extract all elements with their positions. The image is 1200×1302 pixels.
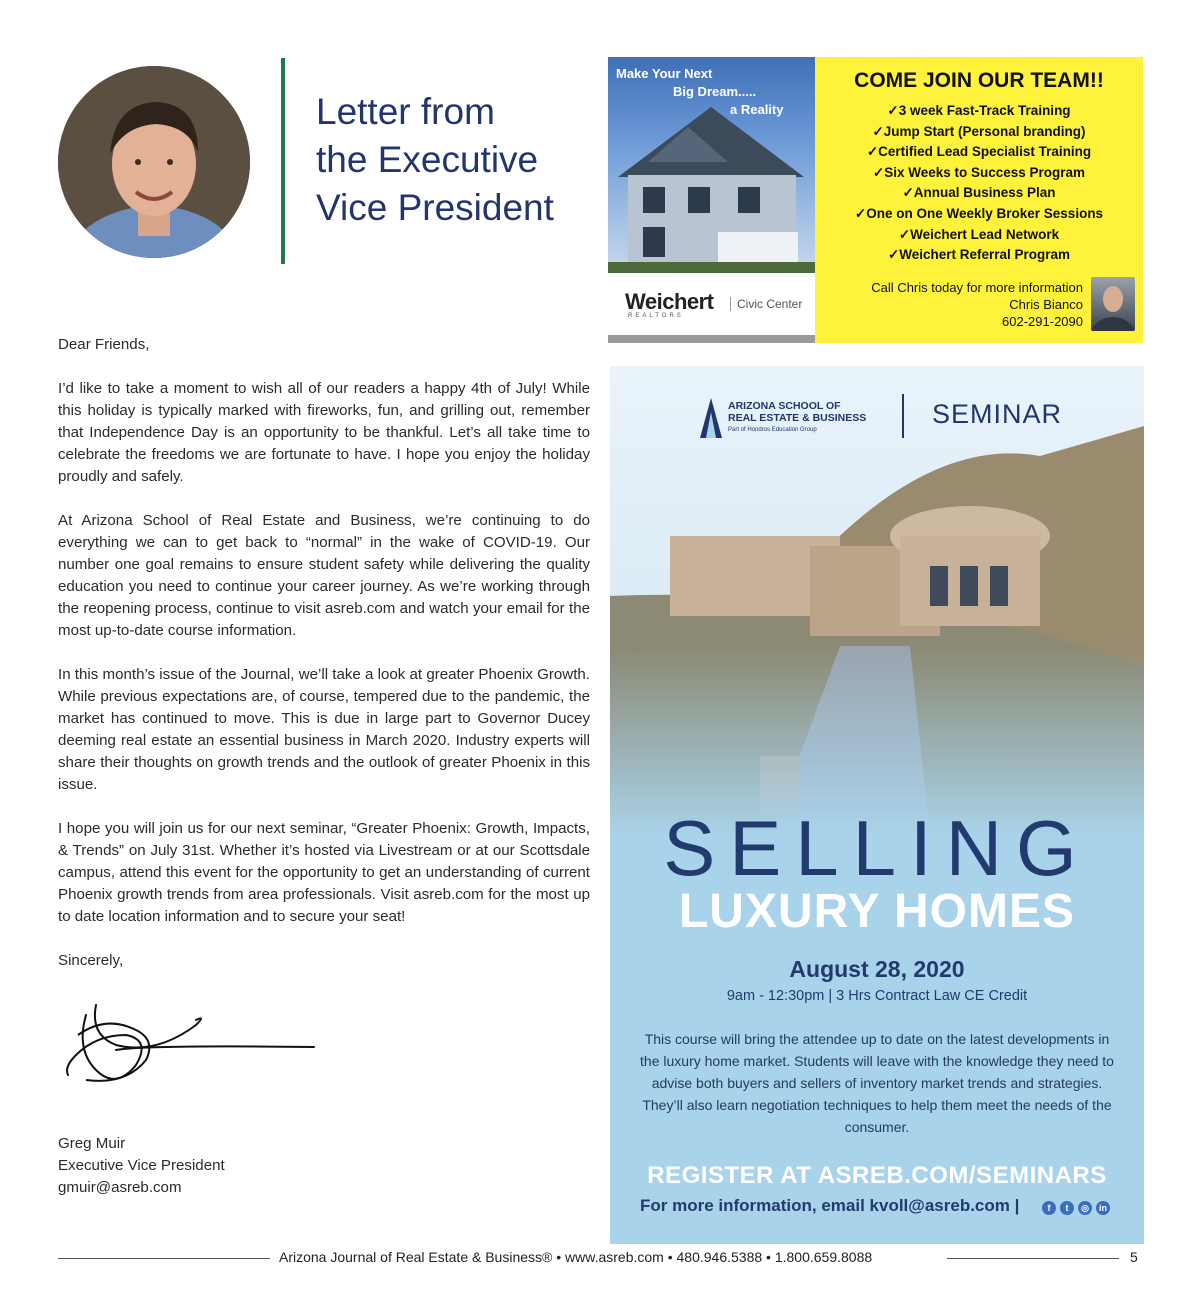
salutation: Dear Friends, [58,336,150,353]
school-name [728,400,928,436]
ad-tagline [616,65,783,119]
letter-title-line: Letter from [316,91,495,132]
house-photo [608,57,815,273]
seminar-label: SEMINAR [932,399,1063,429]
closing: Sincerely, [58,952,124,969]
brand-name: Weichert [625,289,714,314]
letter-body [58,334,590,994]
benefit-item: ✓Jump Start (Personal branding) [872,123,1086,139]
benefit-item: ✓Weichert Lead Network [898,226,1060,242]
ad-contact [825,279,1083,330]
author-name: Greg Muir [58,1135,126,1152]
seminar-date: August 28, 2020 [789,956,965,982]
seminar-description: This course will bring the attendee up to date on the latest developments in the luxury home market. Students will leave with the knowledge they need to advise both buyers and sellers of inventory market trends and strategies. They’ll also learn negotiation techniques to help them meet the needs of the consumer. [640,1031,1114,1135]
twitter-icon[interactable]: t [1060,1201,1074,1215]
title-divider [281,58,285,264]
letter-paragraph: I hope you will join us for our next seminar, “Greater Phoenix: Growth, Impacts, & Trends” on July 31st. Whether it’s hosted via Livestream or at our Scottsdale campus, attend this event for the opportunity to get an understanding of current Phoenix growth trends from area professionals. Visit asreb.com for the most up to date location information and to secure your seat! [58,820,590,925]
contact-name: Chris Bianco [1009,297,1083,312]
luxury-home-photo [610,366,1144,836]
header-divider [902,394,904,438]
social-icons [1042,1199,1114,1217]
letter-title-line: the Executive [316,139,539,180]
instagram-icon[interactable]: ◎ [1078,1201,1092,1215]
benefit-item: ✓Weichert Referral Program [887,247,1071,263]
school-line: ARIZONA SCHOOL OF [728,400,841,412]
info-email[interactable]: For more information, email kvoll@asreb.com | [640,1196,1020,1215]
weichert-logo [608,273,815,335]
benefit-item: ✓One on One Weekly Broker Sessions [854,205,1104,221]
ad-yellow-panel [815,57,1143,343]
tagline-line: a Reality [730,102,784,117]
benefit-item: ✓Certified Lead Specialist Training [866,144,1092,160]
page-number: 5 [1130,1249,1138,1265]
brand-sub: REALTORS [628,313,684,319]
seminar-time: 9am - 12:30pm | 3 Hrs Contract Law CE Credit [726,988,1028,1004]
footer-text: Arizona Journal of Real Estate & Business® • www.asreb.com • 480.946.5388 • 1.800.659.8088 [279,1249,873,1265]
footer-rule-left [58,1258,270,1259]
benefit-item: ✓Six Weeks to Success Program [872,164,1086,180]
seminar-ad[interactable] [610,366,1144,1244]
ad-headline: COME JOIN OUR TEAM!! [854,69,1104,92]
letter-title-line: Vice President [316,187,554,228]
ad-benefits-list [815,101,1143,266]
tagline-line: Make Your Next [616,66,713,81]
contact-phone[interactable]: 602-291-2090 [1002,314,1083,329]
footer-rule-right [947,1258,1119,1259]
benefit-item: ✓Annual Business Plan [902,185,1056,201]
letter-paragraph: In this month’s issue of the Journal, we’ll take a look at greater Phoenix Growth. While previous expectations are, of course, tempered due to the pandemic, the market has continued to move. This is due in large part to Governor Ducey deeming real estate an essential business in March 2020. Industry experts will share their thoughts on growth trends and the outlook of greater Phoenix in this issue. [58,666,590,793]
signoff [58,1133,225,1199]
letter-paragraph: I’d like to take a moment to wish all of our readers a happy 4th of July! While this holiday is typically marked with fireworks, fun, and grilling out, remember that Independence Day is an opportunity to be thankful. Let’s all take time to celebrate the freedoms we are fortunate to have. I hope you enjoy the holiday proudly and safely. [58,380,590,485]
weichert-ad[interactable] [608,57,1143,343]
school-line: REAL ESTATE & BUSINESS [728,412,867,424]
facebook-icon[interactable]: f [1042,1201,1056,1215]
signature [56,995,318,1095]
ad-bottom-bar [608,335,815,343]
benefit-item: ✓3 week Fast-Track Training [887,103,1071,118]
letter-paragraph: At Arizona School of Real Estate and Business, we’re continuing to do everything we can to get back to “normal” in the wake of COVID-19. Our number one goal remains to ensure student safety while delivering the quality education you need to continue your career journey. As we’re working through the reopening process, continue to visit asreb.com and watch your email for the most up-to-date course information. [58,512,590,639]
author-portrait [58,66,250,258]
call-line: Call Chris today for more information [871,280,1083,295]
ad-title-selling: SELLING [663,804,1091,892]
linkedin-icon[interactable]: in [1096,1201,1110,1215]
tagline-line: Big Dream..... [673,84,757,99]
author-title: Executive Vice President [58,1157,225,1174]
author-email[interactable]: gmuir@asreb.com [58,1179,182,1196]
ad-title-luxury: LUXURY HOMES [678,885,1076,938]
agent-photo [1091,277,1135,331]
school-line: Part of Hondros Education Group [728,427,817,433]
letter-title [316,88,596,232]
school-logo-icon [700,396,722,440]
office-name: Civic Center [730,297,802,311]
register-link[interactable]: REGISTER AT ASREB.COM/SEMINARS [647,1162,1107,1189]
